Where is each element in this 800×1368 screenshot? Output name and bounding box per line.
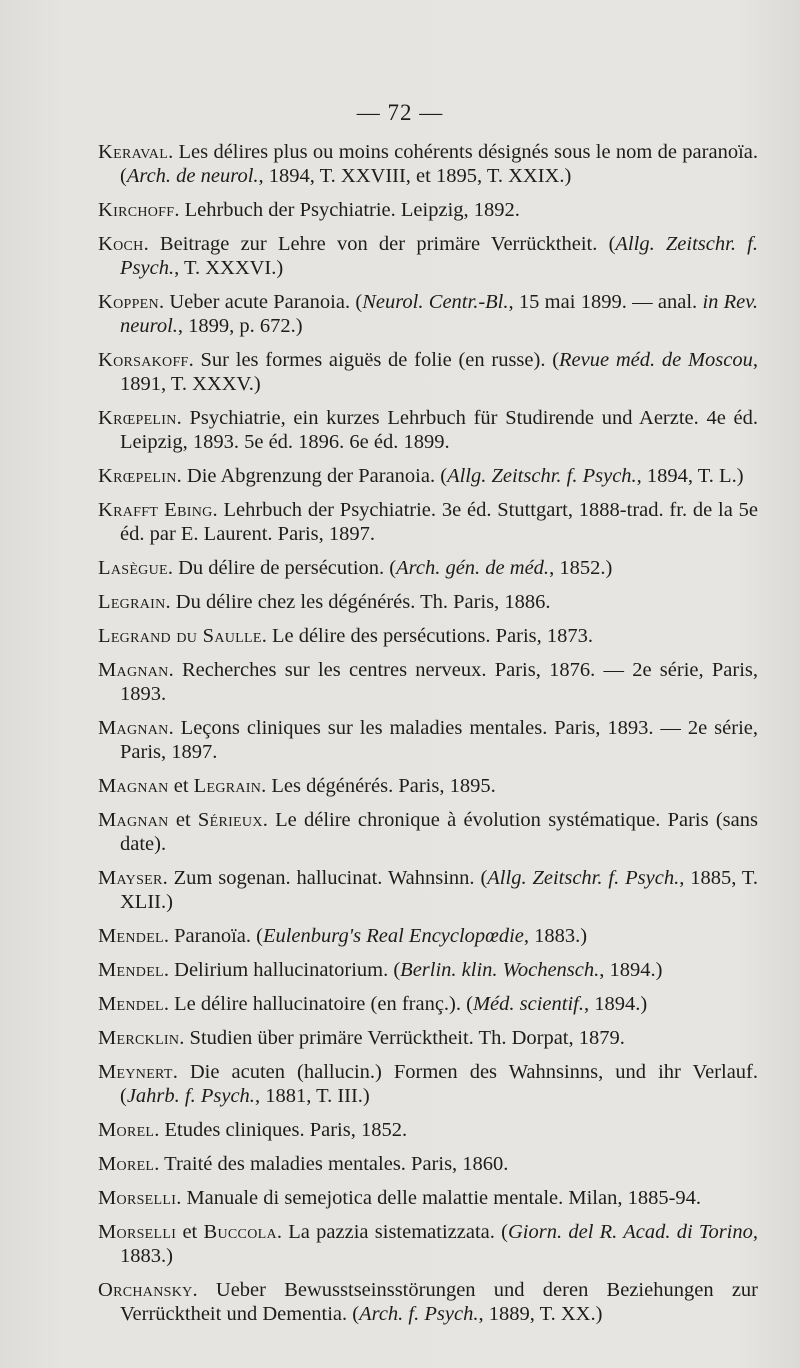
page-number: — 72 — [356, 100, 444, 125]
entry-text: . Die Abgrenzung der Paranoia. ( [176, 465, 448, 487]
author-name: Morselli [98, 1187, 177, 1209]
author-name: Koch [98, 233, 144, 255]
bibliography-entry [98, 140, 758, 188]
entry-text: . Lehrbuch der Psychiatrie. Leipzig, 1892. [174, 199, 520, 221]
source-title: Allg. Zeitschr. f. Psych. [120, 233, 758, 279]
author-name: Lasègue [98, 557, 168, 579]
author-name: Keraval [98, 141, 169, 163]
entry-text: . Die acuten (hallucin.) Formen des Wahnsinns, und ihr Verlauf. ( [120, 1061, 758, 1107]
entry-text: , 1894.) [583, 993, 648, 1015]
entry-text: . Les délires plus ou moins cohérents désignés sous le nom de paranoïa. ( [120, 141, 758, 187]
entry-text: et [176, 1221, 204, 1243]
author-name: Morselli [98, 1221, 177, 1243]
bibliography-entry [98, 808, 758, 856]
entry-text: . Le délire des persécutions. Paris, 1873. [261, 625, 594, 647]
bibliography-entry [98, 556, 758, 580]
entry-text: . Delirium hallucinatorium. ( [163, 959, 401, 981]
entry-text: , 1881, T. III.) [254, 1085, 370, 1107]
entry-text: . Recherches sur les centres nerveux. Paris, 1876. — 2e série, Paris, 1893. [120, 659, 758, 705]
entry-text: , T. XXXVI.) [174, 257, 284, 279]
entry-text: . Etudes cliniques. Paris, 1852. [154, 1119, 408, 1141]
bibliography-entry [98, 658, 758, 706]
entry-text: , 1889, T. XX.) [478, 1303, 603, 1325]
author-name: Magnan [98, 775, 169, 797]
author-name: Mendel [98, 959, 164, 981]
source-title: Neurol. Centr.-Bl. [362, 291, 509, 313]
entry-text: . Psychiatrie, ein kurzes Lehrbuch für Studirende und Aerzte. 4e éd. Leipzig, 1893. 5e éd. 1896. 6e éd. 1899. [120, 407, 758, 453]
entry-text: . Le délire hallucinatoire (en franç.). ( [163, 993, 473, 1015]
bibliography-entry [98, 406, 758, 454]
entry-text: . Traité des maladies mentales. Paris, 1860. [154, 1153, 509, 1175]
bibliography-entry [98, 716, 758, 764]
entry-text: , 1894, T. L.) [636, 465, 744, 487]
author-name: Morel [98, 1153, 155, 1175]
author-name: Orchansky [98, 1279, 193, 1301]
bibliography-entry [98, 198, 758, 222]
bibliography-entry [98, 232, 758, 280]
entry-text: , 1883.) [120, 1221, 759, 1267]
bibliography-entry [98, 774, 758, 798]
entry-text: . Les dégénérés. Paris, 1895. [261, 775, 496, 797]
source-title: Jahrb. f. Psych. [126, 1085, 255, 1107]
author-name: Korsakoff [98, 349, 189, 371]
entry-text: . Studien über primäre Verrücktheit. Th. Dorpat, 1879. [179, 1027, 625, 1049]
author-name: Meynert [98, 1061, 173, 1083]
entry-text: . Leçons cliniques sur les maladies mentales. Paris, 1893. — 2e série, Paris, 1897. [120, 717, 758, 763]
bibliography-entry [98, 590, 758, 614]
author-name: Koppen [98, 291, 159, 313]
author-name: Magnan [98, 809, 169, 831]
source-title: Allg. Zeitschr. f. Psych. [447, 465, 637, 487]
bibliography-entry [98, 992, 758, 1016]
author-name: Krœpelin [98, 407, 177, 429]
bibliography-entry [98, 1026, 758, 1050]
bibliography-list [98, 140, 758, 1336]
author-name: Sérieux [197, 809, 263, 831]
author-name: Legrand du Saulle [98, 625, 262, 647]
bibliography-entry [98, 1220, 758, 1268]
source-title: Arch. gén. de méd. [396, 557, 550, 579]
entry-text: . La pazzia sistematizzata. ( [276, 1221, 508, 1243]
entry-text: , 1894.) [599, 959, 663, 981]
bibliography-entry [98, 924, 758, 948]
author-name: Mendel [98, 925, 164, 947]
entry-text: . Ueber Bewusstseinsstörungen und deren Beziehungen zur Verrücktheit und Dementia. ( [120, 1279, 758, 1325]
bibliography-entry [98, 958, 758, 982]
bibliography-entry [98, 498, 758, 546]
entry-text: , 1885, T. XLII.) [120, 867, 758, 913]
entry-text: , 1899, p. 672.) [177, 315, 303, 337]
author-name: Mayser [98, 867, 163, 889]
author-name: Legrain [193, 775, 262, 797]
bibliography-entry [98, 1118, 758, 1142]
source-title: Arch. f. Psych. [359, 1303, 479, 1325]
bibliography-entry [98, 464, 758, 488]
entry-text: . Zum sogenan. hallucinat. Wahnsinn. ( [162, 867, 488, 889]
entry-text: . Du délire chez les dégénérés. Th. Paris, 1886. [165, 591, 551, 613]
entry-text: . Beitrage zur Lehre von der primäre Verrücktheit. ( [143, 233, 616, 255]
entry-text: . Ueber acute Paranoia. ( [158, 291, 363, 313]
bibliography-entry [98, 348, 758, 396]
author-name: Krœpelin [98, 465, 177, 487]
entry-text: . Paranoïa. ( [163, 925, 263, 947]
entry-text: , 1891, T. XXXV.) [120, 349, 758, 395]
bibliography-entry [98, 1060, 758, 1108]
entry-text: . Du délire de persécution. ( [167, 557, 397, 579]
author-name: Magnan [98, 717, 169, 739]
source-title: Eulenburg's Real Encyclopœdie [262, 925, 524, 947]
bibliography-entry [98, 624, 758, 648]
source-title: Berlin. klin. Wochensch. [400, 959, 600, 981]
entry-text: et [168, 775, 194, 797]
author-name: Mercklin [98, 1027, 180, 1049]
author-name: Buccola [203, 1221, 277, 1243]
bibliography-entry [98, 290, 758, 338]
source-title: Revue méd. de Moscou [559, 349, 753, 371]
entry-text: , 1852.) [549, 557, 613, 579]
author-name: Mendel [98, 993, 164, 1015]
source-title: Arch. de neurol. [126, 165, 259, 187]
entry-text: , 15 mai 1899. — anal. [508, 291, 703, 313]
author-name: Kirchoff [98, 199, 175, 221]
bibliography-entry [98, 1152, 758, 1176]
bibliography-entry [98, 866, 758, 914]
entry-text: , 1894, T. XXVIII, et 1895, T. XXIX.) [258, 165, 572, 187]
author-name: Legrain [98, 591, 166, 613]
author-name: Morel [98, 1119, 155, 1141]
source-title: Méd. scientif. [472, 993, 584, 1015]
entry-text: et [168, 809, 198, 831]
source-title: Allg. Zeitschr. f. Psych. [487, 867, 680, 889]
bibliography-entry [98, 1186, 758, 1210]
entry-text: . Lehrbuch der Psychiatrie. 3e éd. Stuttgart, 1888-trad. fr. de la 5e éd. par E. Laurent. Paris, 1897. [120, 499, 758, 545]
entry-text: . Manuale di semejotica delle malattie mentale. Milan, 1885-94. [176, 1187, 702, 1209]
author-name: Magnan [98, 659, 169, 681]
bibliography-entry [98, 1278, 758, 1326]
source-title: in Rev. neurol. [120, 291, 758, 337]
entry-text: , 1883.) [523, 925, 588, 947]
entry-text: . Le délire chronique à évolution systématique. Paris (sans date). [120, 809, 758, 855]
author-name: Krafft Ebing [98, 499, 213, 521]
entry-text: . Sur les formes aiguës de folie (en russe). ( [188, 349, 560, 371]
source-title: Giorn. del R. Acad. di Torino [507, 1221, 753, 1243]
